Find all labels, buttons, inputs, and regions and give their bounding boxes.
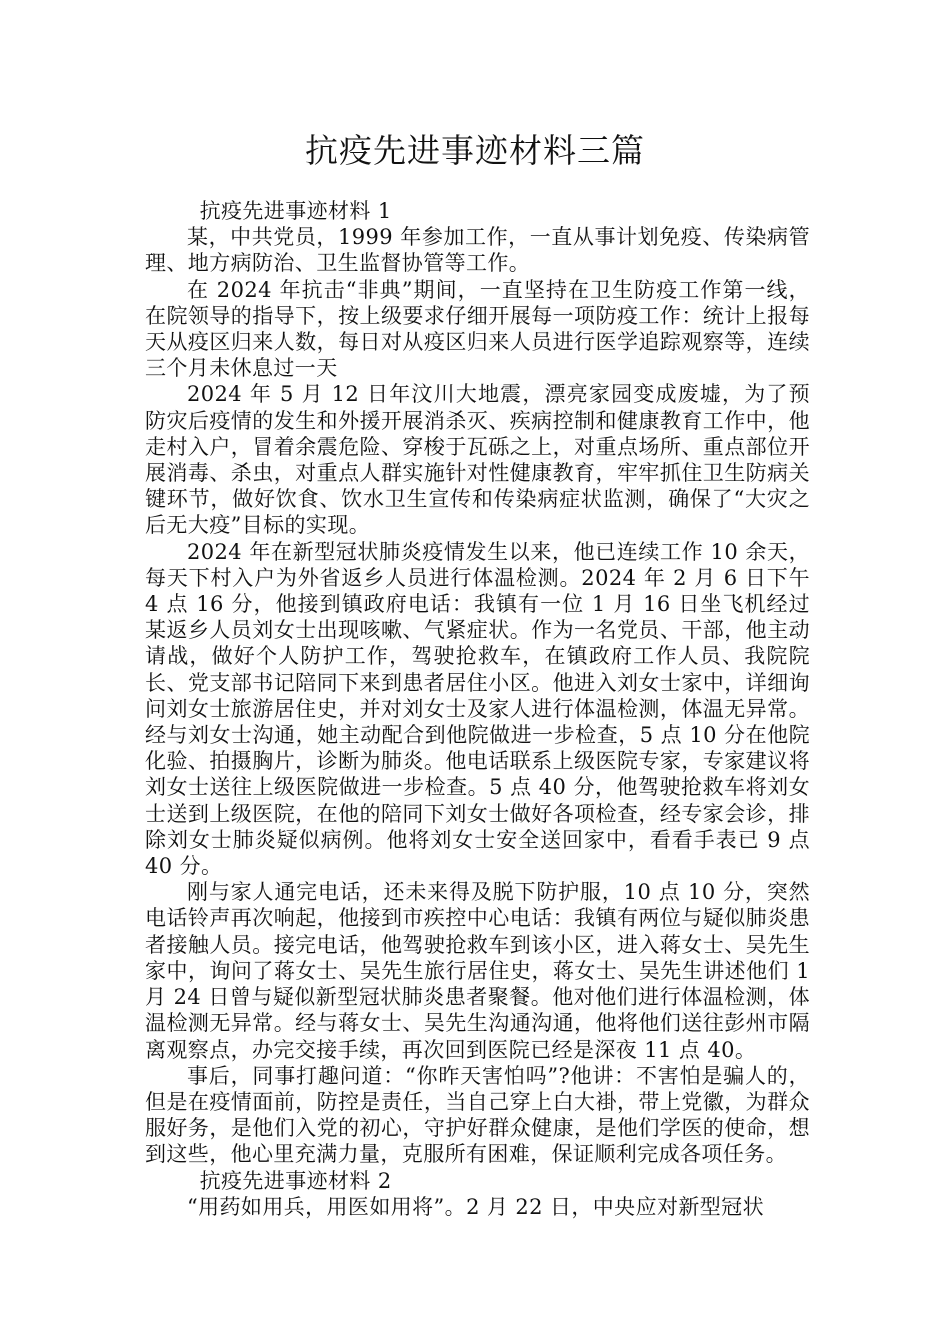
section-heading-1: 抗疫先进事迹材料 1 — [199, 199, 392, 223]
paragraph: 在 2024 年抗击“非典”期间，一直坚持在卫生防疫工作第一线，在院领导的指导下，按上级要求仔细开展每一项防疫工作：统计上报每天从疫区归来人数，每日对从疫区归来人员进行医学追踪观察等，连续三个月未休息过一天 — [145, 277, 810, 381]
paragraph: “用药如用兵，用医如用将”。2 月 22 日，中央应对新型冠状 — [187, 1194, 764, 1219]
paragraph: 刚与家人通完电话，还未来得及脱下防护服，10 点 10 分，突然电话铃声再次响起，他接到市疾控中心电话：我镇有两位与疑似肺炎患者接触人员。接完电话，他驾驶抢救车到该小区，进入蒋女士、吴先生家中，询问了蒋女士、吴先生旅行居住史，蒋女士、吴先生讲述他们 1 月 24 日曾与疑似新型冠状肺炎患者聚餐。他对他们进行体温检测，体温检测无异常。经与蒋女士、吴先生沟通沟通，他将他们送往彭州市隔离观察点，办完交接手续，再次回到医院已经是深夜 11 点 40。 — [145, 880, 810, 1062]
paragraph: 事后，同事打趣问道：“你昨天害怕吗”?他讲：不害怕是骗人的，但是在疫情面前，防控是责任，当自己穿上白大褂，带上党徽，为群众服好务，是他们入党的初心，守护好群众健康，是他们学医的使命，想到这些，他心里充满力量，克服所有困难，保证顺利完成各项任务。 — [145, 1063, 810, 1167]
section-heading-2: 抗疫先进事迹材料 2 — [199, 1168, 392, 1193]
paragraph: 某，中共党员，1999 年参加工作，一直从事计划免疫、传染病管理、地方病防治、卫生监督协管等工作。 — [145, 225, 810, 276]
document-title: 抗疫先进事迹材料三篇 — [305, 131, 645, 170]
paragraph: 2024 年在新型冠状肺炎疫情发生以来，他已连续工作 10 余天，每天下村入户为外省返乡人员进行体温检测。2024 年 2 月 6 日下午 4 点 16 分，他接到镇政府电话：我镇有一位 1 月 16 日坐飞机经过某返乡人员刘女士出现咳嗽、气紧症状。作为一名党员、干部，他主动请战，做好个人防护工作，驾驶抢救车，在镇政府工作人员、我院院长、党支部书记陪同下来到患者居住小区。他进入刘女士家中，详细询问刘女士旅游居住史，并对刘女士及家人进行体温检测，体温无异常。经与刘女士沟通，她主动配合到他院做进一步检查，5 点 10 分在他院化验、拍摄胸片，诊断为肺炎。他电话联系上级医院专家，专家建议将刘女士送往上级医院做进一步检查。5 点 40 分，他驾驶抢救车将刘女士送到上级医院，在他的陪同下刘女士做好各项检查，经专家会诊，排除刘女士肺炎疑似病例。他将刘女士安全送回家中，看看手表已 9 点 40 分。 — [145, 539, 810, 879]
document-body — [145, 198, 810, 1220]
paragraph: 2024 年 5 月 12 日年汶川大地震，漂亮家园变成废墟，为了预防灾后疫情的发生和外援开展消杀灭、疾病控制和健康教育工作中，他走村入户，冒着余震危险、穿梭于瓦砾之上，对重点场所、重点部位开展消毒、杀虫，对重点人群实施针对性健康教育，牢牢抓住卫生防病关键环节，做好饮食、饮水卫生宣传和传染病症状监测，确保了“大灾之后无大疫”目标的实现。 — [145, 382, 810, 538]
